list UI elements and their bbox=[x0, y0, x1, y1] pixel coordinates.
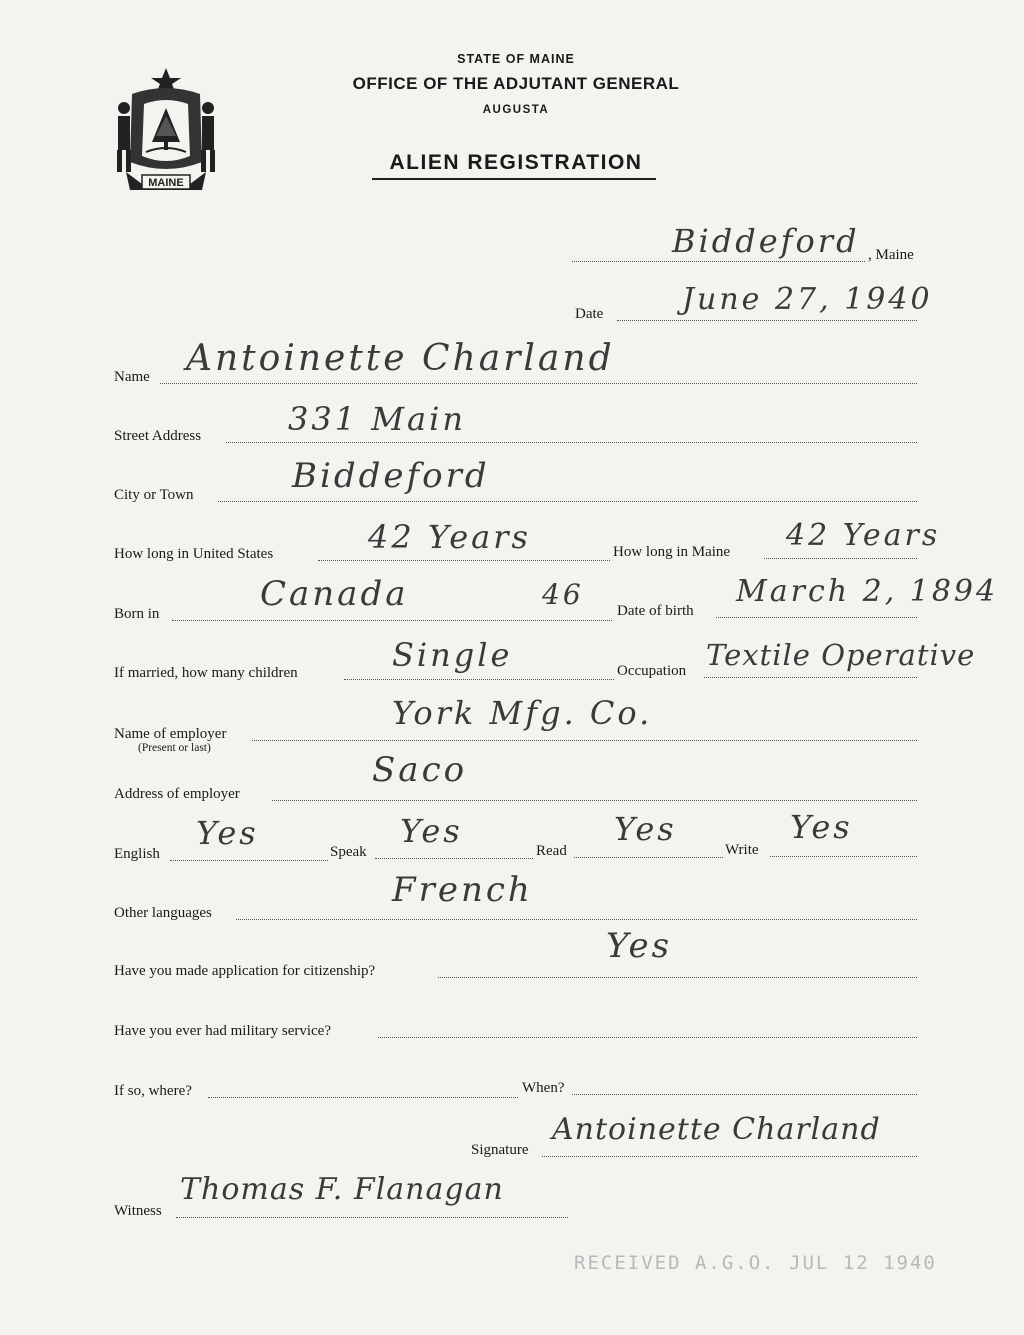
in-us-line[interactable] bbox=[318, 560, 610, 561]
citizenship-value: Yes bbox=[606, 926, 673, 966]
read-label: Read bbox=[536, 843, 567, 859]
when-line[interactable] bbox=[572, 1094, 917, 1095]
date-value: June 27, 1940 bbox=[682, 282, 933, 317]
speak-value: Yes bbox=[400, 812, 463, 850]
city-label: City or Town bbox=[114, 487, 194, 503]
other-languages-line[interactable] bbox=[236, 919, 917, 920]
born-in-value: Canada bbox=[260, 574, 409, 614]
signature-label: Signature bbox=[471, 1142, 529, 1158]
occupation-value: Textile Operative bbox=[706, 638, 976, 672]
employer-line[interactable] bbox=[252, 740, 917, 741]
in-us-label: How long in United States bbox=[114, 546, 274, 562]
age-value: 46 bbox=[542, 578, 584, 611]
write-label: Write bbox=[725, 842, 759, 858]
when-label: When? bbox=[522, 1080, 565, 1096]
seal-text: MAINE bbox=[148, 177, 184, 189]
born-in-label: Born in bbox=[114, 606, 160, 622]
born-in-line[interactable] bbox=[172, 620, 612, 621]
children-line[interactable] bbox=[344, 679, 614, 680]
header-state: STATE OF MAINE bbox=[457, 52, 575, 66]
name-label: Name bbox=[114, 369, 150, 385]
occupation-label: Occupation bbox=[617, 663, 687, 679]
children-label: If married, how many children bbox=[114, 665, 298, 681]
occupation-line[interactable] bbox=[704, 677, 917, 678]
military-line[interactable] bbox=[378, 1037, 917, 1038]
date-line[interactable] bbox=[617, 320, 917, 321]
write-value: Yes bbox=[790, 808, 853, 846]
speak-line[interactable] bbox=[375, 858, 533, 859]
header-city: AUGUSTA bbox=[482, 104, 550, 116]
name-line[interactable] bbox=[160, 383, 917, 384]
witness-value: Thomas F. Flanagan bbox=[180, 1172, 504, 1207]
dob-label: Date of birth bbox=[617, 603, 694, 619]
witness-label: Witness bbox=[114, 1203, 162, 1219]
dob-line[interactable] bbox=[716, 617, 917, 618]
location-line[interactable] bbox=[572, 261, 865, 262]
city-line[interactable] bbox=[218, 501, 917, 502]
location-value: Biddeford bbox=[672, 222, 860, 260]
location-suffix: , Maine bbox=[868, 247, 914, 263]
received-stamp: RECEIVED A.G.O. JUL 12 1940 bbox=[574, 1252, 937, 1274]
street-line[interactable] bbox=[226, 442, 917, 443]
read-line[interactable] bbox=[574, 857, 723, 858]
date-label: Date bbox=[575, 306, 604, 322]
employer-label: Name of employer bbox=[114, 726, 227, 742]
name-value: Antoinette Charland bbox=[186, 338, 615, 379]
military-label: Have you ever had military service? bbox=[114, 1023, 331, 1039]
in-us-value: 42 Years bbox=[368, 518, 531, 556]
employer-note: (Present or last) bbox=[138, 742, 211, 754]
dob-value: March 2, 1894 bbox=[736, 574, 999, 609]
street-value: 331 Main bbox=[288, 400, 466, 438]
form-title: ALIEN REGISTRATION bbox=[389, 151, 643, 174]
english-line[interactable] bbox=[170, 860, 328, 861]
header-office: OFFICE OF THE ADJUTANT GENERAL bbox=[352, 74, 680, 93]
employer-address-label: Address of employer bbox=[114, 786, 240, 802]
in-maine-label: How long in Maine bbox=[613, 544, 731, 560]
write-line[interactable] bbox=[770, 856, 917, 857]
employer-value: York Mfg. Co. bbox=[392, 694, 653, 732]
city-value: Biddeford bbox=[292, 456, 490, 496]
witness-line[interactable] bbox=[176, 1217, 568, 1218]
children-value: Single bbox=[392, 636, 513, 674]
read-value: Yes bbox=[614, 810, 677, 848]
speak-label: Speak bbox=[330, 844, 367, 860]
other-languages-value: French bbox=[392, 870, 533, 910]
employer-address-value: Saco bbox=[372, 750, 468, 790]
street-label: Street Address bbox=[114, 428, 202, 444]
english-value: Yes bbox=[196, 814, 259, 852]
where-line[interactable] bbox=[208, 1097, 518, 1098]
title-underline bbox=[372, 178, 656, 180]
citizenship-line[interactable] bbox=[438, 977, 917, 978]
english-label: English bbox=[114, 846, 160, 862]
citizenship-label: Have you made application for citizenship? bbox=[114, 963, 376, 979]
in-maine-value: 42 Years bbox=[786, 518, 941, 553]
other-languages-label: Other languages bbox=[114, 905, 212, 921]
signature-value: Antoinette Charland bbox=[552, 1112, 881, 1147]
signature-line[interactable] bbox=[542, 1156, 917, 1157]
employer-address-line[interactable] bbox=[272, 800, 917, 801]
where-label: If so, where? bbox=[114, 1083, 192, 1099]
in-maine-line[interactable] bbox=[764, 558, 917, 559]
